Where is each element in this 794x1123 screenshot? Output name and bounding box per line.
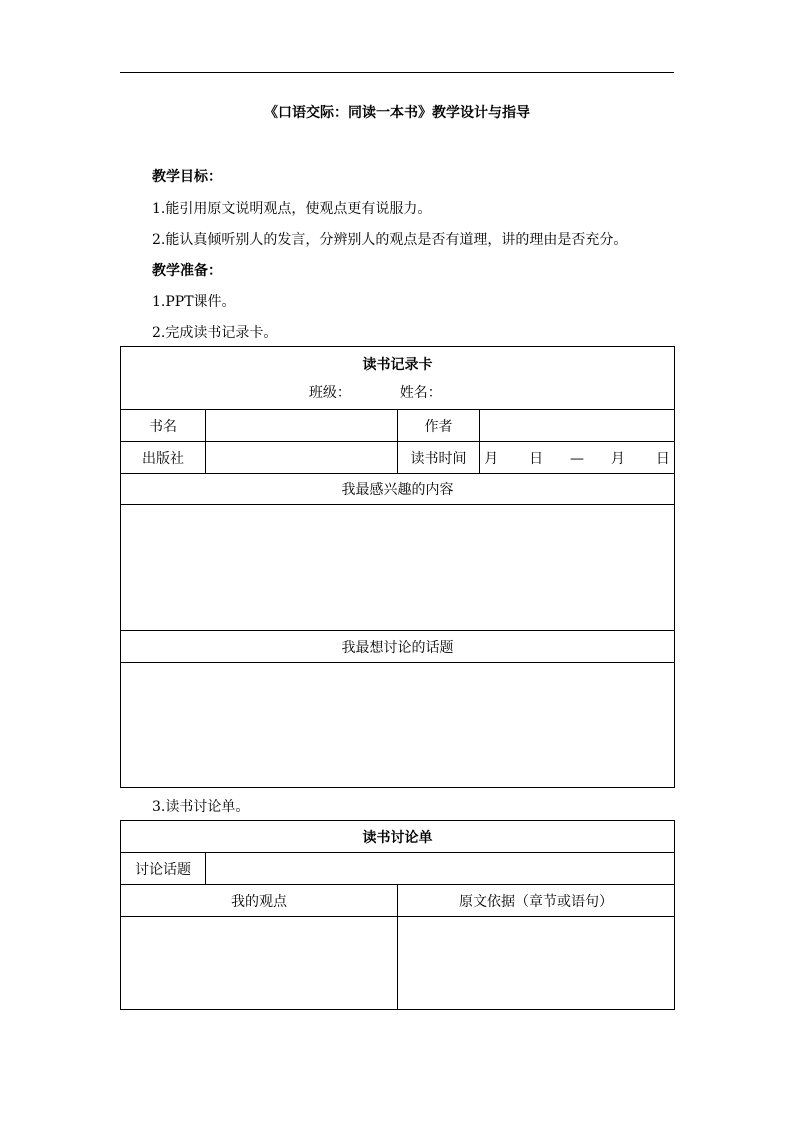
record-card-title: 读书记录卡 bbox=[362, 357, 433, 373]
my-view-label: 我的观点 bbox=[121, 885, 398, 917]
evidence-label: 原文依据（章节或语句） bbox=[398, 885, 675, 917]
discussion-topic-field[interactable] bbox=[206, 853, 675, 885]
discussion-sheet bbox=[120, 820, 675, 1010]
header-rule bbox=[120, 72, 674, 73]
author-label: 作者 bbox=[398, 410, 480, 442]
name-label: 姓名： bbox=[399, 385, 442, 401]
discussion-title: 读书讨论单 bbox=[121, 821, 675, 853]
date-month-2: 月 bbox=[610, 450, 625, 467]
reading-record-card bbox=[120, 346, 675, 788]
author-field[interactable] bbox=[480, 410, 675, 442]
date-dash: — bbox=[570, 450, 585, 467]
book-name-field[interactable] bbox=[206, 410, 398, 442]
page-title: 《口语交际：同读一本书》教学设计与指导 bbox=[264, 105, 530, 121]
my-view-field[interactable] bbox=[121, 917, 398, 1010]
interest-field[interactable] bbox=[121, 505, 675, 631]
evidence-field[interactable] bbox=[398, 917, 675, 1010]
read-time-field[interactable] bbox=[480, 442, 675, 474]
book-name-label: 书名 bbox=[121, 410, 206, 442]
publisher-label: 出版社 bbox=[121, 442, 206, 474]
topic-field[interactable] bbox=[121, 663, 675, 788]
discussion-topic-label: 讨论话题 bbox=[121, 853, 206, 885]
goal-item-1: 1.能引用原文说明观点，使观点更有说服力。 bbox=[152, 201, 432, 217]
date-day-1: 日 bbox=[529, 450, 544, 467]
record-card-header bbox=[121, 347, 675, 410]
date-month-1: 月 bbox=[484, 450, 499, 467]
goal-item-2: 2.能认真倾听别人的发言，分辨别人的观点是否有道理，讲的理由是否充分。 bbox=[152, 232, 628, 248]
publisher-field[interactable] bbox=[206, 442, 398, 474]
class-label: 班级： bbox=[308, 385, 351, 401]
prep-heading: 教学准备： bbox=[152, 263, 222, 279]
topic-label: 我最想讨论的话题 bbox=[121, 631, 675, 663]
goal-heading: 教学目标： bbox=[152, 169, 222, 185]
prep-item-1: 1.PPT课件。 bbox=[152, 294, 236, 310]
prep-item-2: 2.完成读书记录卡。 bbox=[152, 325, 278, 341]
date-day-2: 日 bbox=[655, 450, 670, 467]
interest-label: 我最感兴趣的内容 bbox=[121, 474, 675, 505]
read-time-label: 读书时间 bbox=[398, 442, 480, 474]
prep-item-3: 3.读书讨论单。 bbox=[152, 799, 250, 815]
